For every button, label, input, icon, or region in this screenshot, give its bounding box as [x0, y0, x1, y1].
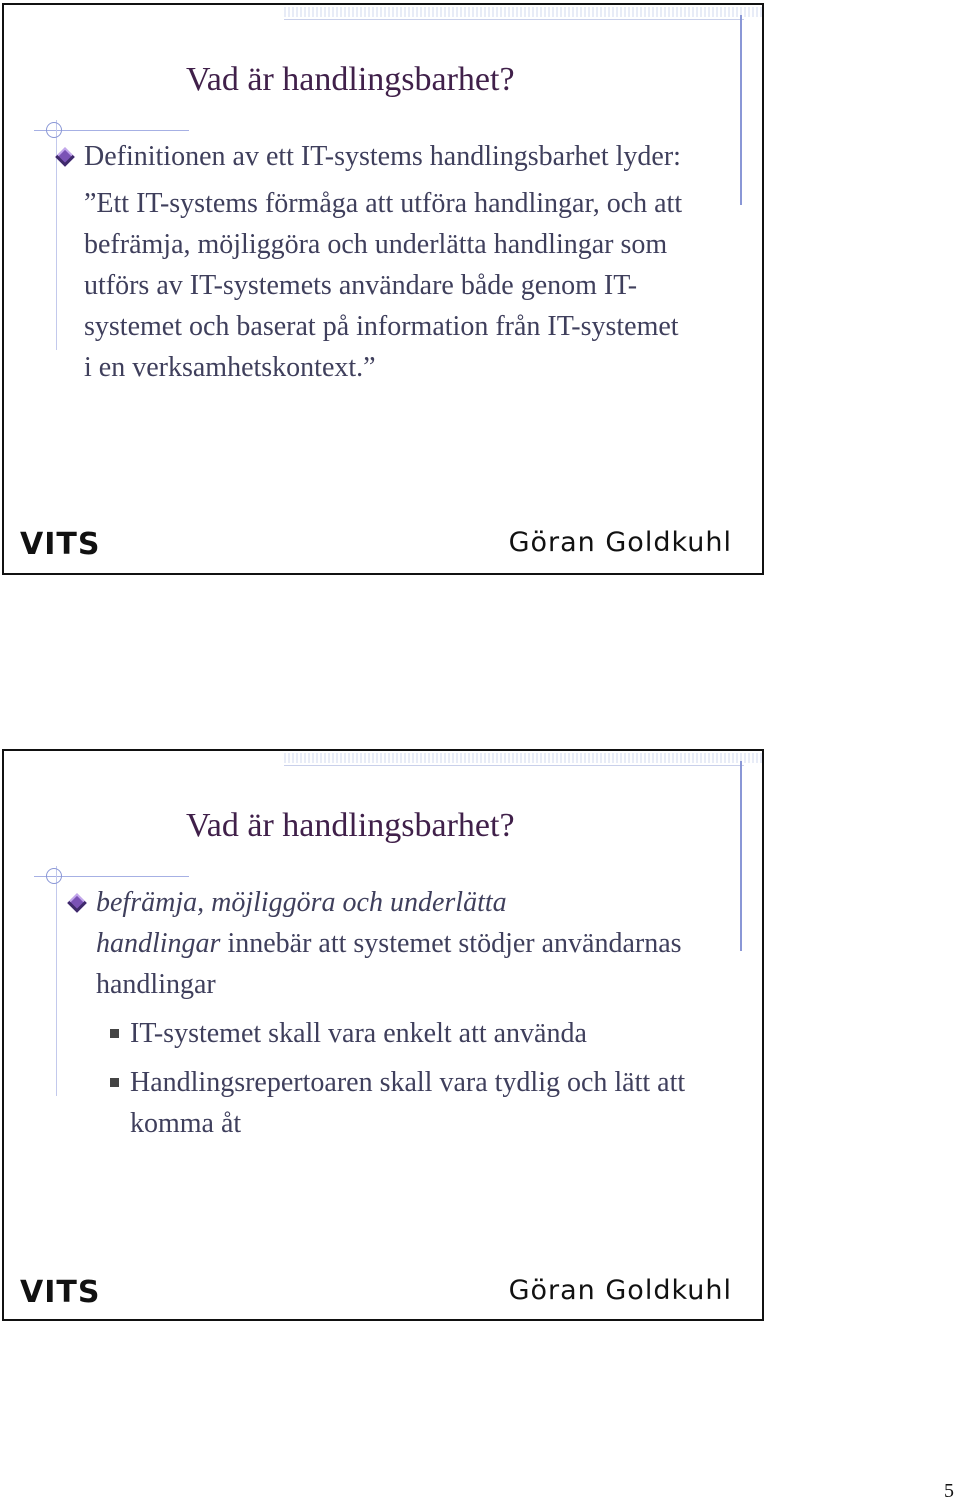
decor-right-vline: [740, 15, 742, 205]
bullet-italic-word: handlingar: [96, 928, 221, 959]
decor-top-band: [284, 7, 764, 17]
vits-logo: VITS: [20, 527, 101, 562]
bullet-item: [96, 882, 726, 1005]
decor-top-line: [284, 765, 744, 766]
sub-bullet-item: [130, 1013, 726, 1054]
decor-top-band: [284, 753, 764, 763]
definition-quote: ”Ett IT-systems förmåga att utföra handlingar, och att befrämja, möjliggöra och underlätta handlingar som utförs av IT-systemets användare både genom IT-systemet och baserat på information från IT-systemet i en verksamhetskontext.”: [84, 188, 683, 383]
bullet-italic-phrase: befrämja, möjliggöra och underlätta: [96, 887, 507, 918]
bullet-item: [84, 136, 684, 177]
slide-title: Vad är handlingsbarhet?: [186, 61, 515, 98]
author-name: Göran Goldkuhl: [508, 527, 732, 558]
square-bullet-icon: [110, 1078, 119, 1087]
decor-top-line: [284, 19, 744, 20]
sub-bullet-text: Handlingsrepertoaren skall vara tydlig och lätt att komma åt: [130, 1067, 686, 1139]
page-number: 5: [944, 1480, 954, 1502]
slide-body: [84, 136, 684, 388]
slide-body: [96, 882, 726, 1152]
square-bullet-icon: [110, 1029, 119, 1038]
diamond-bullet-icon: [67, 893, 87, 913]
slide-1: [2, 3, 764, 575]
crosshair-icon: [46, 868, 62, 884]
vits-logo: VITS: [20, 1275, 101, 1310]
diamond-bullet-icon: [55, 147, 75, 167]
sub-bullet-item: [130, 1062, 726, 1144]
decor-right-vline: [740, 761, 742, 951]
decor-crosshair-v: [56, 866, 57, 1096]
crosshair-icon: [46, 122, 62, 138]
author-name: Göran Goldkuhl: [508, 1275, 732, 1306]
bullet-text: Definitionen av ett IT-systems handlingsbarhet lyder:: [84, 141, 681, 172]
bullet-text: innebär att systemet stödjer användarnas handlingar: [96, 928, 682, 1000]
slide-2: [2, 749, 764, 1321]
sub-bullet-list: [96, 1013, 726, 1144]
slide-title: Vad är handlingsbarhet?: [186, 807, 515, 844]
sub-bullet-text: IT-systemet skall vara enkelt att använda: [130, 1018, 587, 1049]
